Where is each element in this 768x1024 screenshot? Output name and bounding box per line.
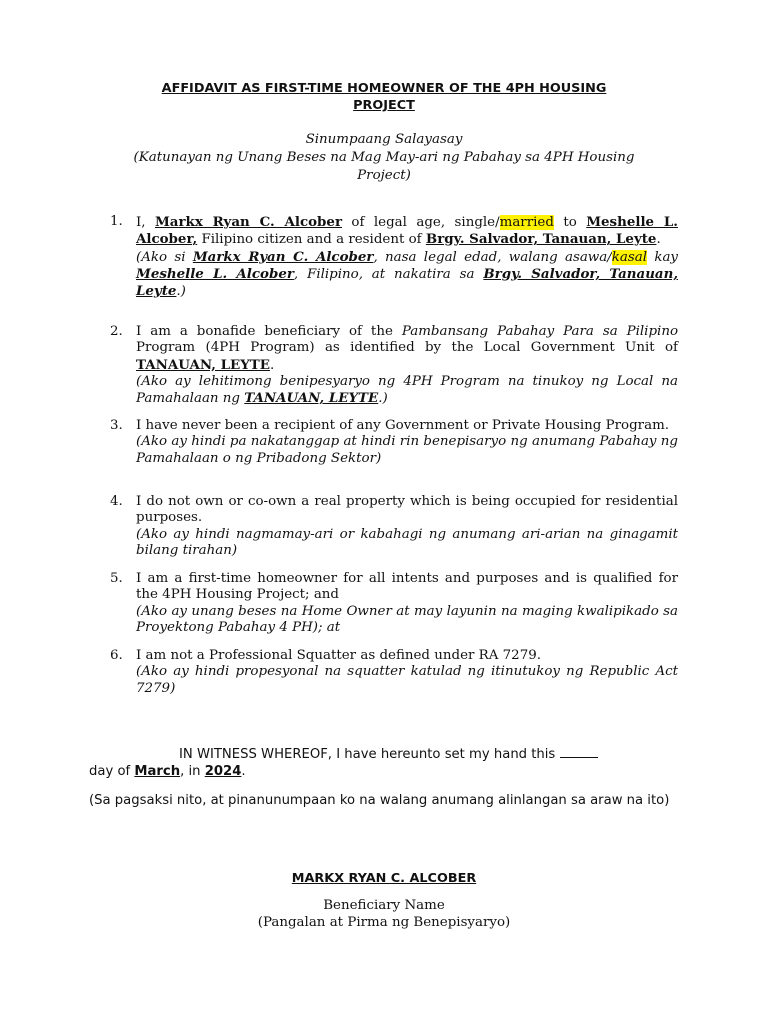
signature-block — [100, 897, 668, 931]
item-translation: (Ako ay unang beses na Home Owner at may layunin na maging kwalipikado sa Proyektong Pabahay 4 PH); at — [136, 603, 678, 635]
item-number: 1. — [110, 214, 123, 229]
witness-clause — [89, 745, 677, 813]
item-number: 3. — [110, 418, 123, 433]
list-item — [110, 418, 678, 467]
title-line-1: AFFIDAVIT AS FIRST-TIME HOMEOWNER OF THE 4PH HOUSING — [161, 81, 607, 96]
item-body — [136, 571, 678, 636]
item-body — [136, 494, 678, 559]
item-statement: I am not a Professional Squatter as defined under RA 7279. — [136, 648, 541, 663]
item-body — [136, 324, 678, 407]
item-number: 6. — [110, 648, 123, 663]
affiant-address: Brgy. Salvador, Tanauan, Leyte — [425, 231, 657, 248]
witness-translation: (Sa pagsaksi nito, at pinanunumpaan ko na walang anumang alinlangan sa araw na ito) — [89, 793, 670, 808]
signature-label-translation: (Pangalan at Pirma ng Benepisyaryo) — [257, 915, 511, 930]
item-body — [136, 648, 678, 697]
spouse-name: Meshelle L. Alcober, — [136, 214, 678, 248]
item-body — [136, 418, 678, 467]
witness-statement: IN WITNESS WHEREOF, I have hereunto set my hand this — [89, 745, 677, 763]
list-item — [110, 214, 678, 300]
item-translation: (Ako ay hindi pa nakatanggap at hindi rin benepisaryo ng anumang Pabahay ng Pamahalaan o ng Pribadong Sektor) — [136, 434, 678, 466]
signature-label: Beneficiary Name — [323, 898, 445, 913]
subtitle-translation-line-1: (Katunayan ng Unang Beses na Mag May-ari ng Pabahay sa 4PH Housing — [133, 150, 635, 165]
document-subtitle — [100, 131, 668, 185]
list-item — [110, 648, 678, 697]
item-number: 5. — [110, 571, 123, 586]
item-translation: (Ako ay hindi nagmamay-ari or kabahagi ng anumang ari-arian na ginagamit bilang tirahan) — [136, 526, 678, 558]
item-translation: (Ako ay hindi propesyonal na squatter katulad ng itinutukoy ng Republic Act 7279) — [136, 664, 678, 696]
kasal-highlight: kasal — [611, 249, 648, 265]
signatory-name: MARKX RYAN C. ALCOBER — [291, 871, 477, 886]
witness-month: March — [134, 764, 181, 779]
subtitle-translation-line-2: Project) — [357, 168, 411, 183]
item-statement: I have never been a recipient of any Government or Private Housing Program. — [136, 418, 670, 433]
title-line-2: PROJECT — [353, 98, 415, 113]
item-translation: (Ako si Markx Ryan C. Alcober, nasa legal edad, walang asawa/kasal kay Meshelle L. Alcober, Filipino, at nakatira sa Brgy. Salvador, Tanauan, Leyte.) — [136, 248, 678, 300]
lgu-name: TANAUAN, LEYTE — [136, 356, 270, 373]
witness-date-line: day of March, in 2024. — [89, 764, 246, 779]
witness-year: 2024 — [204, 764, 242, 779]
item-statement: I am a bonafide beneficiary of the Pambansang Pabahay Para sa Pilipino Program (4PH Program) as identified by the Local Government Unit of TANAUAN, LEYTE. — [136, 324, 679, 373]
item-statement: I am a first-time homeowner for all intents and purposes and is qualified for the 4PH Housing Project; and — [136, 571, 678, 603]
civil-status-highlight: married — [499, 215, 554, 230]
day-blank-line — [560, 745, 598, 758]
list-item — [110, 324, 678, 407]
item-statement: I do not own or co-own a real property which is being occupied for residential purposes. — [136, 494, 678, 526]
item-statement: I, Markx Ryan C. Alcober of legal age, single/married to Meshelle L. Alcober, Filipino citizen and a resident of Brgy. Salvador, Tanauan, Leyte. — [136, 214, 678, 248]
list-item — [110, 494, 678, 559]
document-title — [100, 80, 668, 114]
affiant-name: Markx Ryan C. Alcober — [154, 214, 342, 230]
list-item — [110, 571, 678, 636]
subtitle-tagalog: Sinumpaang Salayasay — [305, 132, 463, 147]
item-body — [136, 214, 678, 300]
item-translation: (Ako ay lehitimong benipesyaryo ng 4PH Program na tinukoy ng Local na Pamahalaan ng TANAUAN, LEYTE.) — [136, 373, 678, 407]
item-number: 4. — [110, 494, 123, 509]
affidavit-items — [110, 214, 679, 696]
item-number: 2. — [110, 324, 123, 339]
